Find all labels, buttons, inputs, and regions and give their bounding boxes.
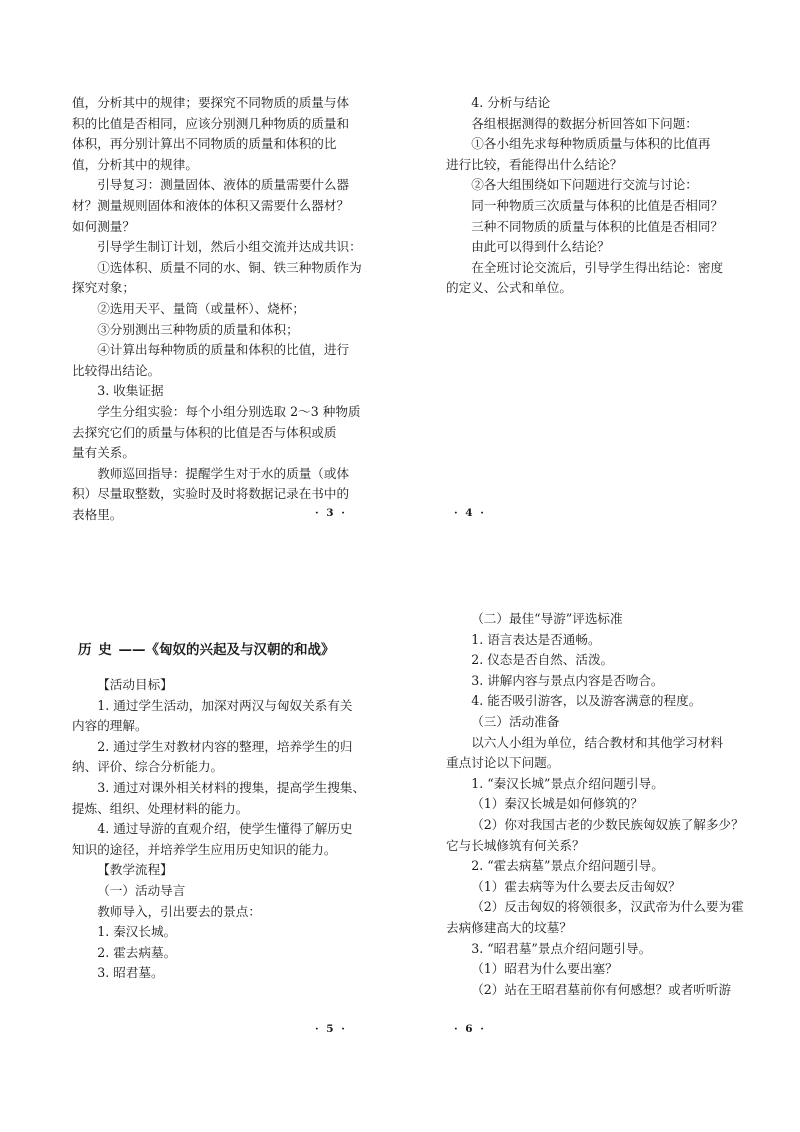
page-3-text (72, 93, 372, 525)
section-heading: 3. 收集证据 (97, 383, 164, 399)
text-line: （2）你对我国古老的少数民族匈奴族了解多少？ (471, 816, 744, 832)
text-line: （1）霍去病等为什么要去反击匈奴？ (471, 878, 681, 894)
section-heading: （二）最佳“导游”评选标准 (471, 611, 623, 626)
text-line: 3. “昭君墓”景点介绍问题引导。 (471, 940, 652, 956)
text-line: 以六人小组为单位，结合教材和其他学习材料 (471, 734, 724, 750)
text-line: 2. 通过学生对教材内容的整理，培养学生的归 (97, 738, 353, 754)
text-line: 1. “秦汉长城”景点介绍问题引导。 (471, 775, 664, 791)
text-line: 教师导入，引出要去的景点： (97, 903, 261, 919)
text-line: （1）昭君为什么要出塞？ (471, 961, 618, 977)
page-4-text (446, 93, 746, 299)
text-line: 如何测量？ (72, 218, 135, 234)
text-line: （2）反击匈奴的将领很多，汉武帝为什么要为霍 (471, 899, 744, 915)
text-line: 比较得出结论。 (72, 362, 161, 378)
text-line: （2）站在王昭君墓前你有何感想？或者听听游 (471, 981, 732, 997)
text-line: 量有关系。 (72, 445, 135, 461)
text-line: 学生分组实验：每个小组分别选取 2～3 种物质 (97, 403, 361, 419)
text-line: 2. 霍去病墓。 (97, 944, 177, 960)
text-line: 表格里。 (72, 506, 123, 522)
text-line: 引导学生制订计划，然后小组交流并达成共识： (97, 239, 362, 255)
text-line: 重点讨论以下问题。 (446, 755, 560, 771)
text-line: 3. 昭君墓。 (97, 965, 164, 981)
text-line: ③分别测出三种物质的质量和体积； (97, 321, 299, 337)
text-line: ①选体积、质量不同的水、铜、铁三种物质作为 (97, 259, 362, 275)
page-number: · 6 · (454, 1023, 486, 1035)
text-line: 教师巡回指导：提醒学生对于水的质量（或体 (97, 465, 350, 481)
page-number: · 4 · (454, 507, 486, 519)
text-line: 各组根据测得的数据分析回答如下问题： (471, 115, 698, 131)
text-line: （一）活动导言 (97, 882, 186, 898)
text-line: ①各小组先求每种物质质量与体积的比值再 (471, 136, 711, 152)
text-line: 内容的理解。 (72, 718, 148, 734)
text-line: 2. “霍去病墓”景点介绍问题引导。 (471, 858, 664, 874)
page-number: · 3 · (315, 507, 347, 519)
text-line: ②各大组围绕如下问题进行交流与讨论： (471, 177, 698, 193)
text-line: 同一种物质三次质量与体积的比值是否相同？ (471, 197, 724, 213)
title-dash: —— (118, 642, 146, 658)
text-line: 它与长城修筑有何关系？ (446, 837, 585, 853)
text-line: 材？测量规则固体和液体的体积又需要什么器材？ (72, 197, 350, 213)
text-line: 进行比较，看能得出什么结论？ (446, 156, 623, 172)
text-line: 积）尽量取整数，实验时及时将数据记录在书中的 (72, 486, 350, 502)
text-line: 引导复习：测量固体、液体的质量需要什么器 (97, 177, 350, 193)
text-line: 由此可以得到什么结论？ (471, 239, 610, 255)
page-number: · 5 · (315, 1023, 347, 1035)
text-line: 3. 通过对课外相关材料的搜集，提高学生搜集、 (97, 779, 366, 795)
text-line: 知识的途径，并培养学生应用历史知识的能力。 (72, 841, 337, 857)
lesson-title (78, 640, 398, 660)
title-subject: 历史 (78, 642, 119, 658)
text-line: 1. 通过学生活动，加深对两汉与匈奴关系有关 (97, 697, 353, 713)
text-line: 三种不同物质的质量与体积的比值是否相同？ (471, 218, 724, 234)
section-heading: 【教学流程】 (97, 862, 173, 878)
text-line: 在全班讨论交流后，引导学生得出结论：密度 (471, 259, 724, 275)
text-line: 4. 能否吸引游客，以及游客满意的程度。 (471, 693, 702, 709)
text-line: 体积，再分别计算出不同物质的质量和体积的比 (72, 136, 337, 152)
text-line: 3. 讲解内容与景点内容是否吻合。 (471, 672, 664, 688)
text-line: 1. 秦汉长城。 (97, 924, 177, 940)
text-line: ④计算出每种物质的质量和体积的比值，进行 (97, 342, 350, 358)
section-heading: （三）活动准备 (471, 713, 560, 729)
text-line: 去探究它们的质量与体积的比值是否与体积或质 (72, 424, 337, 440)
text-line: 积的比值是否相同，应该分别测几种物质的质量和 (72, 115, 350, 131)
title-topic: 《匈奴的兴起及与汉朝的和战》 (145, 642, 335, 658)
text-line: （1）秦汉长城是如何修筑的？ (471, 796, 643, 812)
section-heading: 4. 分析与结论 (471, 95, 551, 110)
page-6-text (446, 609, 746, 1000)
text-line: 提炼、组织、处理材料的能力。 (72, 800, 249, 816)
text-line: 的定义、公式和单位。 (446, 280, 572, 296)
text-line: 2. 仪态是否自然、活泼。 (471, 652, 614, 668)
text-line: 值，分析其中的规律；要探究不同物质的质量与体 (72, 95, 350, 110)
text-line: 4. 通过导游的直观介绍，使学生懂得了解历史 (97, 821, 353, 837)
text-line: 去病修建高大的坟墓？ (446, 919, 572, 935)
text-line: 值，分析其中的规律。 (72, 156, 198, 172)
text-line: ②选用天平、量筒（或量杯）、烧杯； (97, 300, 305, 316)
text-line: 纳、评价、综合分析能力。 (72, 759, 224, 775)
section-heading: 【活动目标】 (97, 677, 173, 692)
text-line: 1. 语言表达是否通畅。 (471, 631, 601, 647)
page-5-text (72, 675, 372, 984)
text-line: 探究对象； (72, 280, 135, 296)
